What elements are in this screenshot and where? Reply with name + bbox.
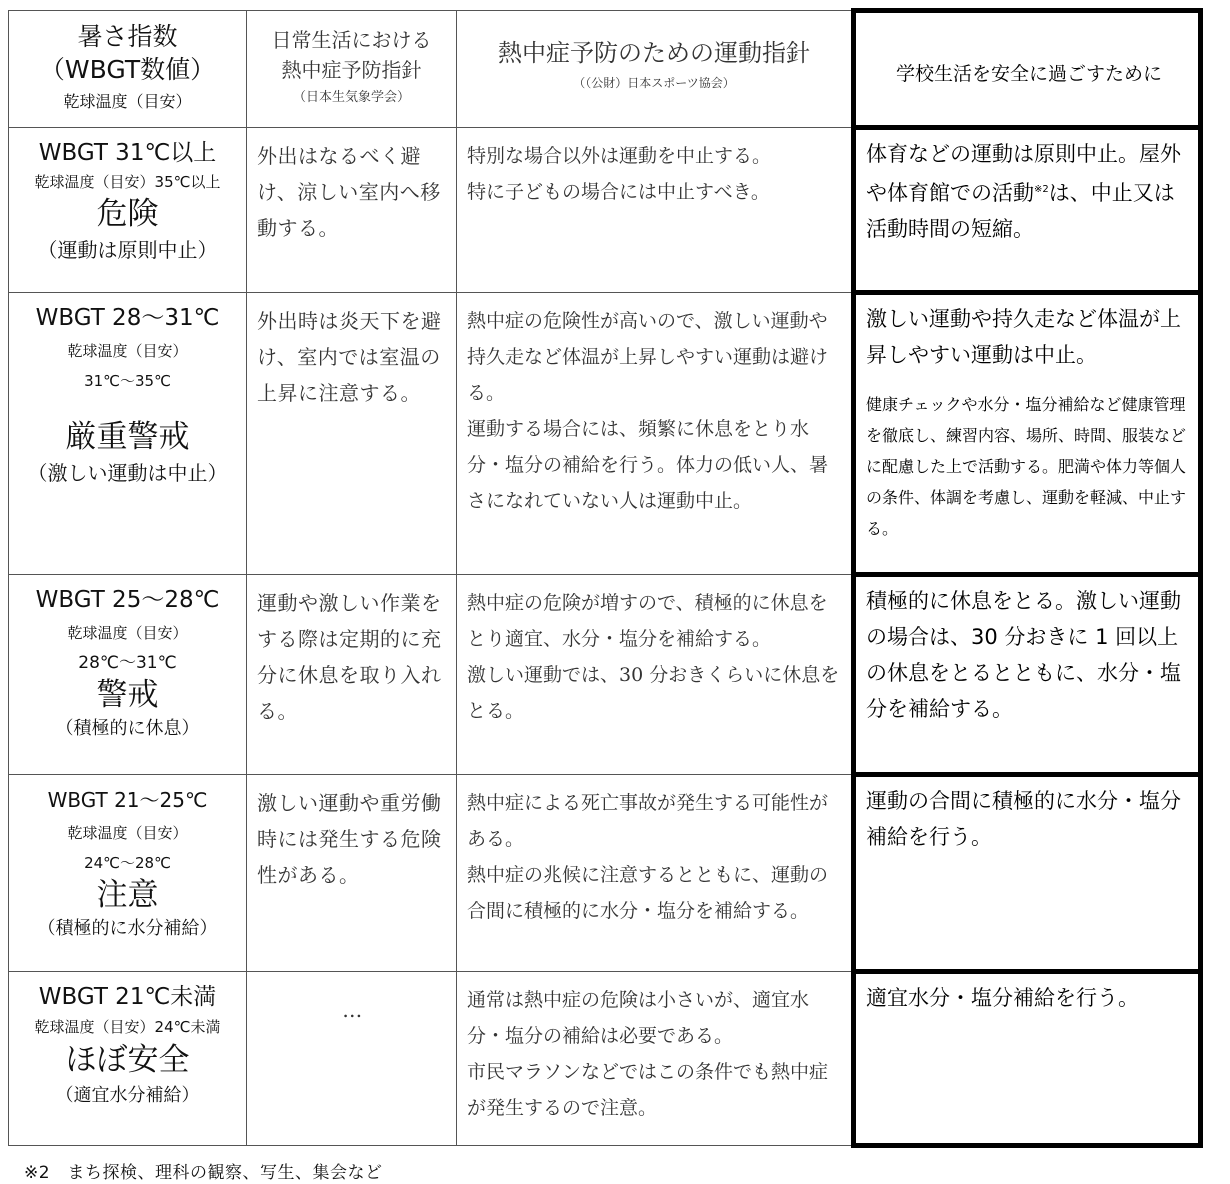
header-dry-bulb-note: 乾球温度（目安） (63, 92, 192, 111)
header-school-title: 学校生活を安全に過ごすために (895, 62, 1162, 85)
footnote-ref: ※2 (1034, 184, 1049, 195)
header-daily-life-line1: 日常生活における (271, 28, 432, 52)
heat-index-guideline-table (8, 8, 1203, 1148)
wbgt-range: WBGT 28～31℃ (35, 305, 220, 331)
school-detail-text: 健康チェックや水分・塩分補給など健康管理を徹底し、練習内容、場所、時間、服装などに配慮した上で活動する。肥満や体力等個人の条件、体調を考慮し、運動を軽減、中止する。 (866, 395, 1187, 538)
daily-life-guideline: 運動や激しい作業をする際は定期的に充分に休息を取り入れる。 (247, 575, 457, 775)
exercise-paragraph: 激しい運動では、30 分おきくらいに休息をとる。 (467, 664, 840, 722)
school-guideline (854, 575, 1201, 775)
dry-bulb-temp: 乾球温度（目安） (67, 624, 188, 642)
school-main-text: 激しい運動や持久走など体温が上昇しやすい運動は中止。 (866, 307, 1181, 367)
level-note: （激しい運動は中止） (27, 461, 228, 485)
exercise-guideline (457, 575, 854, 775)
level-cell (9, 775, 247, 972)
level-name: 警戒 (96, 677, 159, 713)
dry-bulb-temp: 乾球温度（目安） (67, 342, 188, 360)
exercise-paragraph: 特に子どもの場合には中止すべき。 (467, 181, 770, 203)
table-row-danger (9, 128, 1201, 293)
exercise-paragraph: 熱中症の兆候に注意するとともに、運動の合間に積極的に水分・塩分を補給する。 (467, 864, 829, 922)
level-cell (9, 575, 247, 775)
level-note: （積極的に水分補給） (37, 918, 218, 939)
wbgt-range: WBGT 31℃以上 (38, 140, 217, 166)
table-row-almost-safe (9, 972, 1201, 1146)
daily-life-guideline: … (247, 972, 457, 1146)
exercise-guideline (457, 128, 854, 293)
level-name: 厳重警戒 (65, 419, 190, 455)
dry-bulb-temp: 乾球温度（目安）35℃以上 (34, 173, 221, 191)
header-exercise-title: 熱中症予防のための運動指針 (498, 39, 810, 67)
header-heat-index (9, 11, 247, 128)
level-note: （積極的に休息） (55, 718, 200, 739)
level-note: （適宜水分補給） (55, 1085, 200, 1106)
header-school-life (854, 11, 1201, 128)
school-main-text (866, 136, 1192, 247)
exercise-paragraph: 市民マラソンなどではこの条件でも熱中症が発生するので注意。 (467, 1061, 829, 1119)
dry-bulb-temp: 乾球温度（目安） (67, 824, 188, 842)
exercise-guideline (457, 775, 854, 972)
school-text-part: は、中止又は活動時間の短縮。 (866, 181, 1175, 241)
level-name: ほぼ安全 (65, 1042, 190, 1078)
exercise-paragraph: 通常は熱中症の危険は小さいが、適宜水分・塩分の補給は必要である。 (467, 989, 810, 1047)
header-daily-life-source: （日本生気象学会） (292, 90, 410, 105)
school-guideline (854, 128, 1201, 293)
daily-life-guideline: 外出時は炎天下を避け、室内では室温の上昇に注意する。 (247, 293, 457, 575)
table-row-severe-warning (9, 293, 1201, 575)
heatstroke-guideline-sheet (8, 8, 1203, 1183)
table-header-row (9, 11, 1201, 128)
school-main-text: 積極的に休息をとる。激しい運動の場合は、30 分おきに 1 回以上の休息をとるとともに、水分・塩分を補給する。 (866, 589, 1181, 721)
dry-bulb-range: 31℃～35℃ (84, 372, 171, 390)
table-row-warning (9, 575, 1201, 775)
level-cell (9, 128, 247, 293)
exercise-paragraph: 熱中症による死亡事故が発生する可能性がある。 (467, 792, 829, 850)
exercise-guideline (457, 972, 854, 1146)
exercise-paragraph: 特別な場合以外は運動を中止する。 (467, 145, 772, 167)
footnote: ※2 まち探検、理科の観察、写生、集会など (24, 1163, 383, 1183)
school-main-text: 適宜水分・塩分補給を行う。 (866, 986, 1139, 1010)
wbgt-range: WBGT 21℃未満 (38, 984, 217, 1010)
daily-life-guideline: 激しい運動や重労働時には発生する危険性がある。 (247, 775, 457, 972)
level-cell (9, 972, 247, 1146)
level-note: （運動は原則中止） (37, 238, 218, 262)
school-text-part: 体育などの運動は原則中止。屋外や体育館での活動 (866, 142, 1181, 205)
header-exercise-source: （（公財）日本スポーツ協会） (573, 76, 735, 90)
dry-bulb-range: 24℃～28℃ (84, 854, 171, 872)
school-guideline (854, 775, 1201, 972)
daily-life-guideline: 外出はなるべく避け、涼しい室内へ移動する。 (247, 128, 457, 293)
header-exercise-guideline (457, 11, 854, 128)
dry-bulb-temp: 乾球温度（目安）24℃未満 (34, 1018, 221, 1036)
exercise-guideline (457, 293, 854, 575)
school-guideline (854, 293, 1201, 575)
exercise-paragraph: 運動する場合には、頻繁に休息をとり水分・塩分の補給を行う。体力の低い人、暑さになれていない人は運動中止。 (467, 418, 829, 512)
exercise-paragraph: 熱中症の危険が増すので、積極的に休息をとり適宜、水分・塩分を補給する。 (467, 592, 828, 650)
school-main-text: 運動の合間に積極的に水分・塩分補給を行う。 (866, 789, 1181, 849)
header-daily-life (247, 11, 457, 128)
header-heat-index-title: 暑さ指数 (77, 22, 178, 51)
dry-bulb-range: 28℃～31℃ (78, 653, 177, 673)
school-guideline (854, 972, 1201, 1146)
wbgt-range: WBGT 21～25℃ (47, 788, 208, 812)
table-row-caution (9, 775, 1201, 972)
header-daily-life-line2: 熱中症予防指針 (281, 58, 422, 82)
wbgt-range: WBGT 25～28℃ (35, 587, 220, 613)
exercise-paragraph: 熱中症の危険性が高いので、激しい運動や持久走など体温が上昇しやすい運動は避ける。 (467, 310, 829, 404)
level-cell (9, 293, 247, 575)
level-name: 注意 (96, 877, 159, 913)
level-name: 危険 (96, 196, 159, 232)
header-heat-index-subtitle: （WBGT数値） (39, 55, 216, 84)
